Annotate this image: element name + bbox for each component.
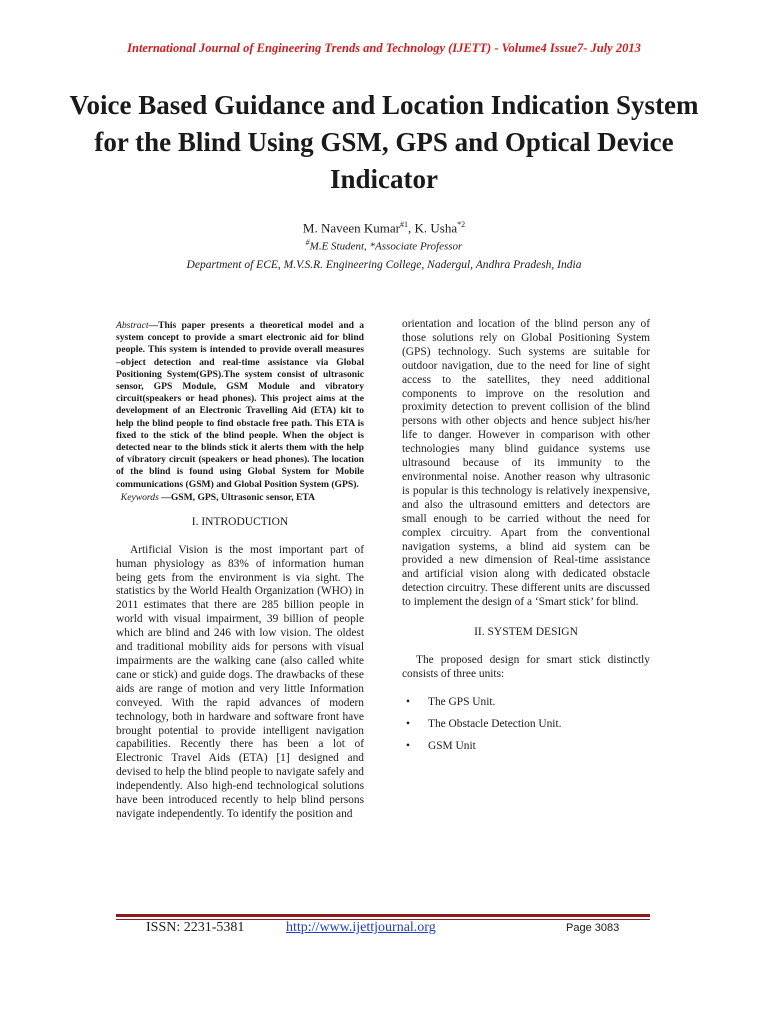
keywords-label: Keywords [120, 491, 159, 503]
page-number: Page 3083 [566, 922, 620, 934]
author-name: M. Naveen Kumar [302, 220, 400, 236]
department-affiliation: Department of ECE, M.V.S.R. Engineering College, Nadergul, Andhra Pradesh, India [186, 259, 582, 271]
abstract [116, 320, 364, 491]
journal-header: International Journal of Engineering Trends and Technology (IJETT) - Volume4 Issue7- July 2013 [127, 41, 641, 55]
list-item [402, 718, 650, 732]
left-column [116, 320, 364, 822]
author-separator: , [408, 220, 415, 236]
abstract-label: Abstract [116, 320, 149, 331]
introduction-paragraph: Artificial Vision is the most important part of human physiology as 83% of information human being gets from the environment is via sight. The statistics by the World Health Organization (WHO) in 2011 estimates that there are 285 billion people in world with visual impairment, 39 billion of people which are blind and 246 with low vision. The oldest and traditional mobility aids for persons with visual impairments are the walking cane (also called white cane or stick) and guide dogs. The drawbacks of these aids are range of motion and very little Information conveyed. With the rapid advances of modern technology, both in hardware and software front have brought potential to provide intelligent navigation capabilities. Recently there has been a lot of Electronic Travel Aids (ETA) [1] designed and devised to help the blind people to navigate safely and independently. Also high-end technological solutions have been introduced recently to help blind persons navigate independently. To identify the position and [116, 543, 364, 820]
role-mark: # [305, 238, 310, 247]
list-item-text: GSM Unit [428, 739, 476, 752]
author-roles [0, 238, 768, 253]
list-item [402, 740, 650, 754]
list-item-text: The Obstacle Detection Unit. [428, 717, 562, 730]
abstract-text: —This paper presents a theoretical model and a system concept to provide a smart electronic aid for blind people. This system is intended to provide overall measures –object detection and real-time assistance via Global Positioning System(GPS).The system consist of ultrasonic sensor, GPS Module, GSM Module and vibratory circuit(speakers or head phones). This project aims at the development of an Electronic Travelling Aid (ETA) kit to help the blind people to find obstacle free path. This ETA is fixed to the stick of the blind people. When the object is detected near to the blinds stick it alerts them with the help of vibratory circuit (speakers or head phones). The location of the blind is found using Global System for Mobile communications (GSM) and Global Position System (GPS). [116, 320, 364, 490]
keywords-text: —GSM, GPS, Ultrasonic sensor, ETA [158, 491, 316, 503]
role-text: M.E Student, *Associate Professor [309, 240, 463, 253]
section-heading-system-design: II. SYSTEM DESIGN [474, 626, 578, 639]
paper-title: Voice Based Guidance and Location Indication System for the Blind Using GSM, GPS and Optical Device Indicator [69, 90, 699, 194]
system-design-paragraph: The proposed design for smart stick distinctly consists of three units: [402, 653, 650, 680]
author-affiliation-mark: *2 [457, 220, 466, 229]
footer-rule [116, 914, 650, 917]
bullet-icon: • [406, 739, 410, 752]
journal-website-link[interactable]: http://www.ijettjournal.org [286, 920, 436, 935]
list-item [402, 696, 650, 710]
author-affiliation-mark: #1 [400, 220, 408, 229]
keywords [116, 492, 364, 504]
footer-issn: ISSN: 2231-5381 [146, 920, 245, 935]
author-line [0, 220, 768, 236]
units-list [402, 696, 650, 754]
author-name: K. Usha [414, 220, 458, 236]
bullet-icon: • [406, 695, 410, 708]
list-item-text: The GPS Unit. [428, 695, 496, 708]
section-heading-introduction: I. INTRODUCTION [191, 515, 289, 528]
introduction-continuation: orientation and location of the blind person any of those solutions rely on Global Positioning System (GPS) technology. Such systems are suitable for outdoor navigation, due to the need for line of sight access to the satellites, they need additional components to improve on the resolution and proximity detection to prevent collision of the blind persons with other objects and hence subject his/her life to danger. However in comparison with other technologies many blind guidance systems use ultrasound because of its immunity to the environmental noise. Another reason why ultrasonic is popular is this technology is relatively inexpensive, and also the ultrasound emitters and detectors are small enough to be carried without the need for complex circuitry. Apart from the conventional navigation systems, a blind aid system can be provided a new dimension of Real-time assistance and artificial vision along with dedicated obstacle detection circuitry. These different units are discussed to implement the design of a ‘Smart stick’ for blind. [402, 318, 650, 609]
bullet-icon: • [406, 717, 410, 730]
right-column [402, 318, 650, 761]
